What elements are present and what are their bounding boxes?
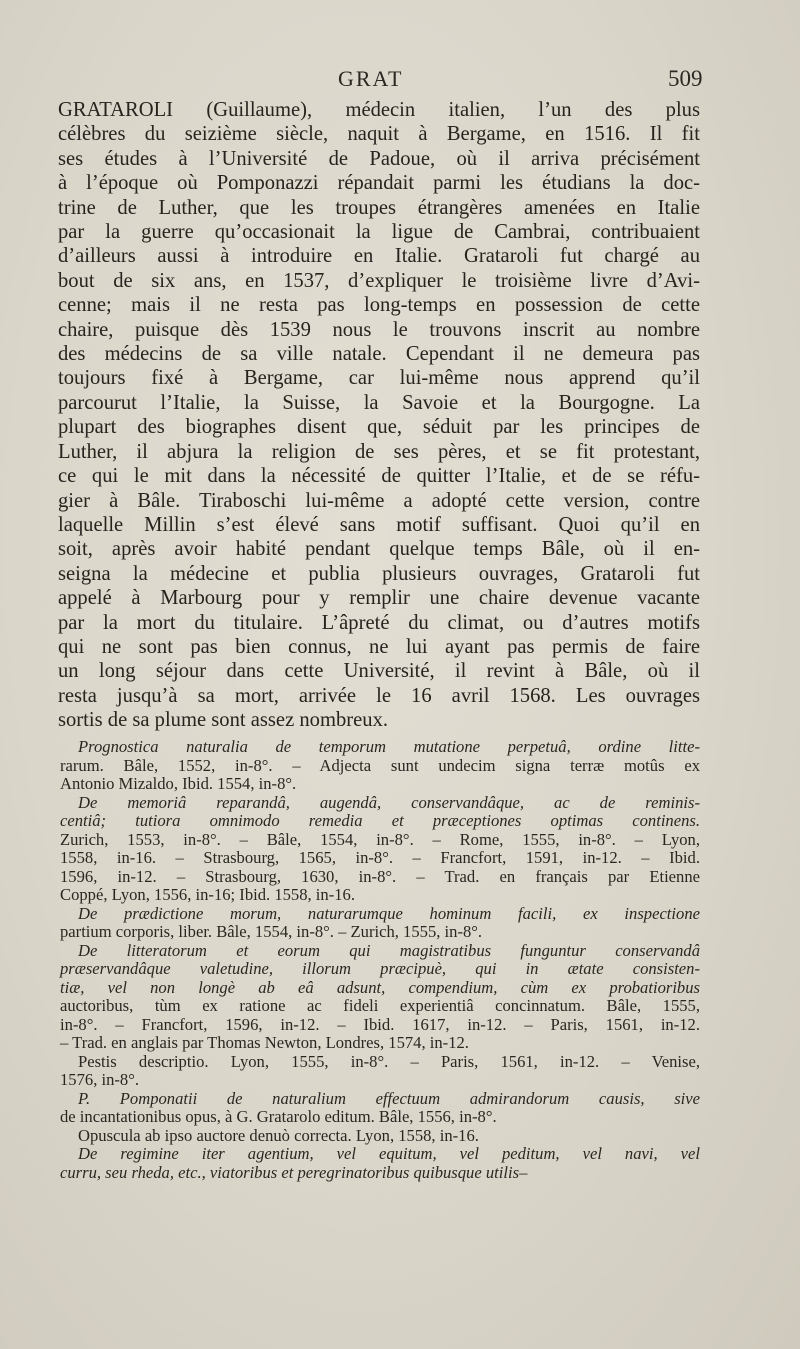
work-entry-line: Antonio Mizaldo, Ibid. 1554, in-8°. xyxy=(60,774,297,793)
article-line: soit, après avoir habité pendant quelque temps Bâle, où il en- xyxy=(58,538,700,561)
work-entry-line: auctoribus, tùm ex ratione ac fideli experientiâ concinnatum. Bâle, 1555, xyxy=(60,996,700,1015)
article-line: par la mort du titulaire. L’âpreté du climat, ou d’autres motifs xyxy=(58,611,700,634)
work-entry xyxy=(60,738,700,794)
article-line: ce qui le mit dans la nécessité de quitter l’Italie, et de se réfu- xyxy=(58,465,700,488)
article-body xyxy=(58,98,700,733)
work-entry xyxy=(60,1090,700,1127)
work-entry-line: De memoriâ reparandâ, augendâ, conservandâque, ac de reminis- xyxy=(78,792,700,812)
work-entry-line: curru, seu rheda, etc., viatoribus et peregrinatoribus quibusque utilis– xyxy=(60,1162,528,1182)
article-line: ses études à l’Université de Padoue, où il arriva précisément xyxy=(58,147,700,170)
work-entry xyxy=(60,1053,700,1090)
article-line: par la guerre qu’occasionait la ligue de Cambrai, contribuaient xyxy=(58,221,700,244)
work-entry-line: Pestis descriptio. Lyon, 1555, in-8°. – Paris, 1561, in-12. – Venise, xyxy=(78,1051,700,1071)
article-line: laquelle Millin s’est élevé sans motif suffisant. Quoi qu’il en xyxy=(58,513,700,536)
work-entry-line: in-8°. – Francfort, 1596, in-12. – Ibid. 1617, in-12. – Paris, 1561, in-12. xyxy=(60,1014,700,1034)
article-line: célèbres du seizième siècle, naquit à Bergame, en 1516. Il fit xyxy=(58,123,700,146)
work-entry-line: – Trad. en anglais par Thomas Newton, Londres, 1574, in-12. xyxy=(60,1033,469,1052)
work-entry-line: Zurich, 1553, in-8°. – Bâle, 1554, in-8°. – Rome, 1555, in-8°. – Lyon, xyxy=(60,829,700,849)
article-line: appelé à Marbourg pour y remplir une chaire devenue vacante xyxy=(58,587,700,610)
article-line: qui ne sont pas bien connus, ne lui ayant pas permis de faire xyxy=(58,635,700,658)
work-entry-line: Prognostica naturalia de temporum mutatione perpetuâ, ordine litte- xyxy=(78,737,700,756)
work-entry-line: centiâ; tutiora omnimodo remedia et præceptiones optimas continens. xyxy=(60,811,700,830)
work-entry-line: Opuscula ab ipso auctore denuò correcta. Lyon, 1558, in-16. xyxy=(78,1125,479,1145)
work-entry-line: 1576, in-8°. xyxy=(60,1070,139,1089)
work-entry-line: partium corporis, liber. Bâle, 1554, in-8°. – Zurich, 1555, in-8°. xyxy=(60,922,483,941)
article-line: bout de six ans, en 1537, d’expliquer le troisième livre d’Avi- xyxy=(58,269,700,292)
work-entry xyxy=(60,905,700,942)
running-head xyxy=(0,66,800,100)
article-line: plupart des biographes disent que, séduit par les principes de xyxy=(58,416,700,439)
work-entry xyxy=(60,942,700,1053)
article-line: gier à Bâle. Tiraboschi lui-même a adopté cette version, contre xyxy=(58,489,700,512)
article-line: Luther, il abjura la religion de ses pères, et se fit protestant, xyxy=(58,440,700,463)
article-line: parcourut l’Italie, la Suisse, la Savoie et la Bourgogne. La xyxy=(58,391,700,414)
works-list xyxy=(60,738,700,1182)
article-line: trine de Luther, que les troupes étrangères amenées en Italie xyxy=(58,196,700,219)
running-head-title: GRAT xyxy=(338,66,404,91)
article-line: seigna la médecine et publia plusieurs ouvrages, Grataroli fut xyxy=(58,562,700,585)
work-entry xyxy=(60,1145,700,1182)
work-entry-line: de incantationibus opus, à G. Gratarolo editum. Bâle, 1556, in-8°. xyxy=(60,1107,497,1126)
page-number: 509 xyxy=(668,66,703,91)
article-line: d’ailleurs aussi à introduire en Italie. Grataroli fut chargé au xyxy=(58,245,700,268)
work-entry-line: P. Pomponatii de naturalium effectuum admirandorum causis, sive xyxy=(78,1088,700,1108)
work-entry xyxy=(60,1127,700,1146)
article-line: toujours fixé à Bergame, car lui-même nous apprend qu’il xyxy=(58,367,700,390)
work-entry-line: præservandâque valetudine, illorum præcipuè, qui in ætate consisten- xyxy=(60,959,700,978)
article-line: GRATAROLI (Guillaume), médecin italien, l’un des plus xyxy=(58,99,700,121)
work-entry-line: De regimine iter agentium, vel equitum, vel peditum, vel navi, vel xyxy=(78,1144,700,1163)
work-entry-line: Coppé, Lyon, 1556, in-16; Ibid. 1558, in-16. xyxy=(60,885,355,904)
work-entry-line: tiæ, vel non longè ab eâ adsunt, compendium, cùm ex probatioribus xyxy=(60,977,700,997)
article-line: chaire, puisque dès 1539 nous le trouvons inscrit au nombre xyxy=(58,318,700,341)
work-entry-line: 1596, in-12. – Strasbourg, 1630, in-8°. – Trad. en français par Etienne xyxy=(60,866,700,886)
work-entry xyxy=(60,794,700,905)
article-line: un long séjour dans cette Université, il revint à Bâle, où il xyxy=(58,660,700,683)
work-entry-line: rarum. Bâle, 1552, in-8°. – Adjecta sunt undecim signa terræ motûs ex xyxy=(60,755,700,775)
article-line: sortis de sa plume sont assez nombreux. xyxy=(58,709,389,732)
work-entry-line: 1558, in-16. – Strasbourg, 1565, in-8°. – Francfort, 1591, in-12. – Ibid. xyxy=(60,848,700,867)
work-entry-line: De litteratorum et eorum qui magistratibus funguntur conservandâ xyxy=(78,940,700,960)
article-line: à l’époque où Pomponazzi répandait parmi les étudians la doc- xyxy=(58,172,700,195)
article-line: des médecins de sa ville natale. Cependant il ne demeura pas xyxy=(58,343,700,366)
article-line: resta jusqu’à sa mort, arrivée le 16 avril 1568. Les ouvrages xyxy=(58,684,700,707)
work-entry-line: De prædictione morum, naturarumque hominum facili, ex inspectione xyxy=(78,903,700,923)
article-line: cenne; mais il ne resta pas long-temps en possession de cette xyxy=(58,294,700,317)
